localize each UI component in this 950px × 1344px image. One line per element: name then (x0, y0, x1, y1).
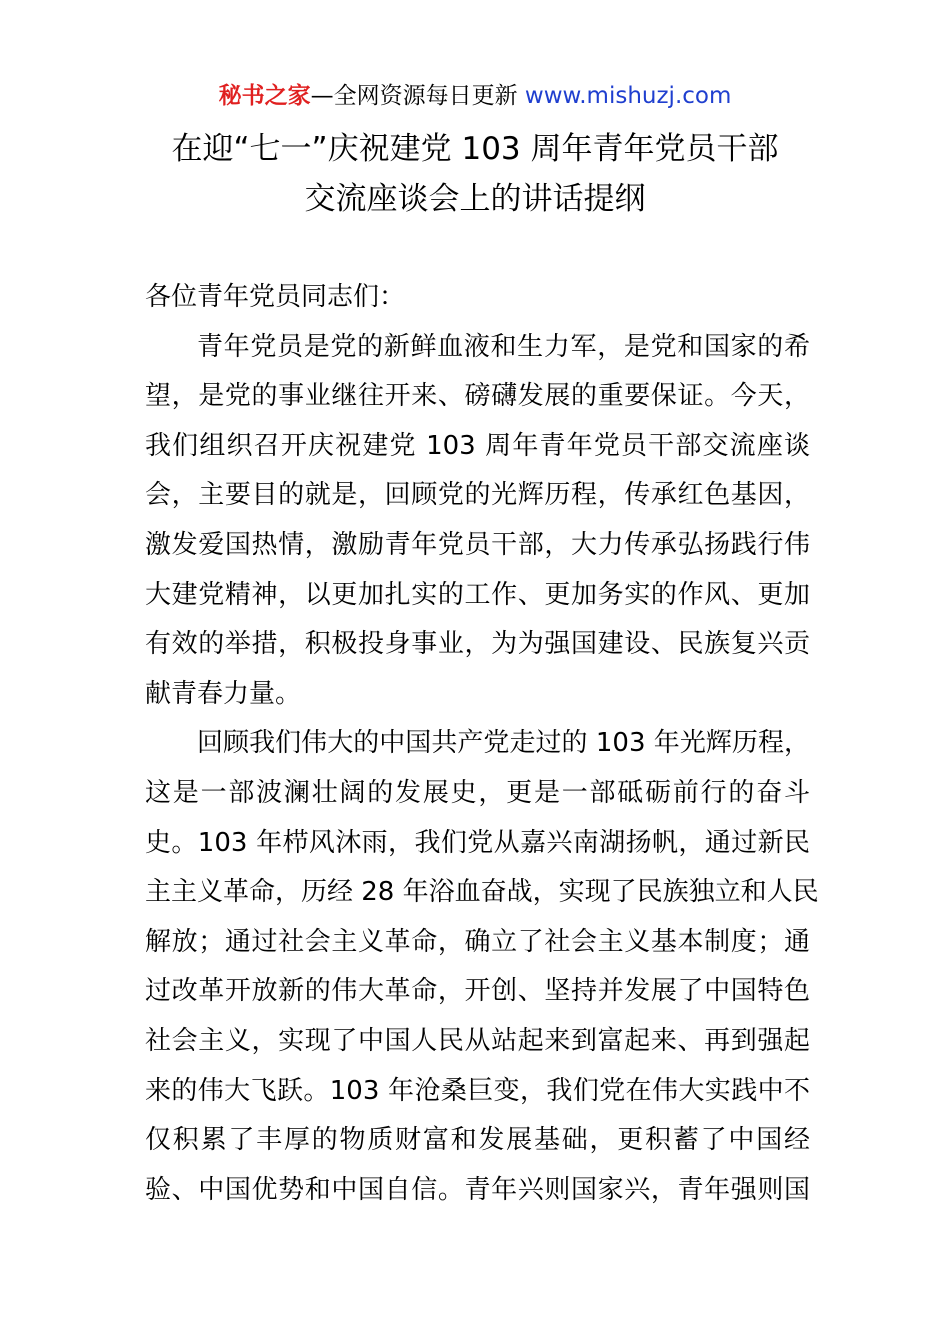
paragraph-2-line: 社会主义，实现了中国人民从站起来到富起来、再到强起 (145, 1025, 810, 1056)
paragraph-1-line: 会，主要目的就是，回顾党的光辉历程，传承红色基因， (145, 480, 810, 511)
paragraph-1-line: 有效的举措，积极投身事业，为为强国建设、民族复兴贡 (145, 629, 810, 660)
paragraph-2-line: 验、中国优势和中国自信。青年兴则国家兴，青年强则国 (145, 1174, 810, 1205)
paragraph-2-line: 回顾我们伟大的中国共产党走过的 103 年光辉历程， (197, 728, 810, 759)
header-tagline: —全网资源每日更新 (310, 83, 525, 109)
title-line-2: 交流座谈会上的讲话提纲 (304, 181, 646, 217)
document-title (0, 124, 950, 224)
paragraph-1-line: 献青春力量。 (145, 678, 302, 709)
paragraph-2-line: 仅积累了丰厚的物质财富和发展基础，更积蓄了中国经 (145, 1125, 810, 1156)
site-url[interactable]: www.mishuzj.com (524, 83, 732, 109)
paragraph-2-line: 史。103 年栉风沐雨，我们党从嘉兴南湖扬帆，通过新民 (145, 827, 810, 858)
paragraph-1-line: 望，是党的事业继往开来、磅礴发展的重要保证。今天， (145, 381, 810, 412)
paragraph-1-line: 大建党精神，以更加扎实的工作、更加务实的作风、更加 (145, 579, 810, 610)
paragraph-1-line: 激发爱国热情，激励青年党员干部，大力传承弘扬践行伟 (145, 529, 810, 560)
title-line-1: 在迎“七一”庆祝建党 103 周年青年党员干部 (171, 131, 779, 167)
salutation: 各位青年党员同志们： (145, 282, 406, 312)
paragraph-2-line: 这是一部波澜壮阔的发展史，更是一部砥砺前行的奋斗 (145, 777, 810, 808)
paragraph-1-line: 我们组织召开庆祝建党 103 周年青年党员干部交流座谈 (145, 430, 810, 461)
paragraph-1-line: 青年党员是党的新鲜血液和生力军，是党和国家的希 (197, 331, 810, 362)
paragraph-2-line: 过改革开放新的伟大革命，开创、坚持并发展了中国特色 (145, 976, 810, 1007)
paragraph-2-line: 主主义革命，历经 28 年浴血奋战，实现了民族独立和人民 (145, 877, 819, 908)
paragraph-2-line: 来的伟大飞跃。103 年沧桑巨变，我们党在伟大实践中不 (145, 1075, 810, 1106)
paragraph-2-line: 解放；通过社会主义革命，确立了社会主义基本制度；通 (145, 926, 810, 957)
document-body (145, 273, 819, 1215)
brand-name: 秘书之家 (218, 83, 311, 109)
site-header (0, 80, 950, 112)
